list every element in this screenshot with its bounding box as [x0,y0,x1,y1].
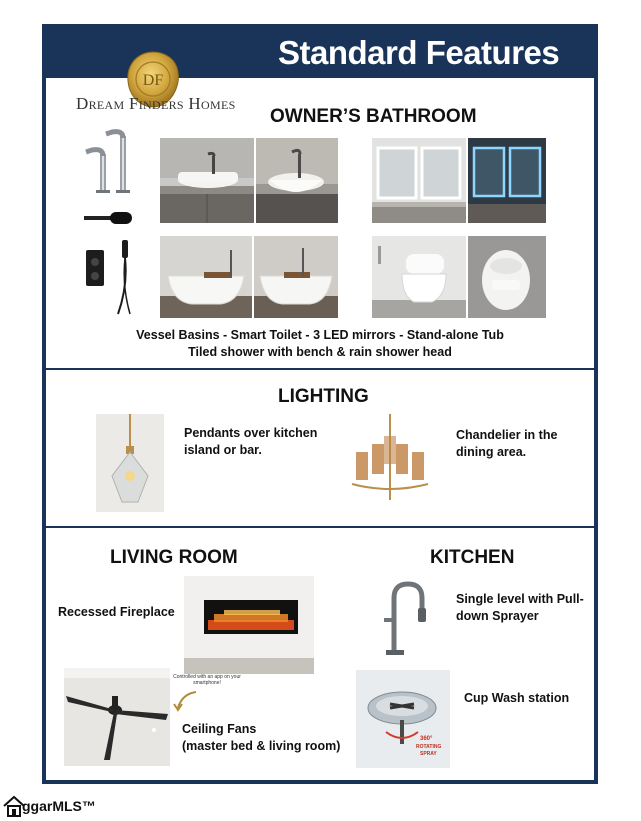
photo-standalone-tub-2 [254,236,338,318]
caption-chandelier: Chandelier in the dining area. [456,428,558,459]
photo-vessel-faucets [82,128,142,194]
caption-pendants: Pendants over kitchen island or bar. [184,426,318,457]
caption-pull-down-sprayer: Single level with Pull-down Sprayer [456,592,584,623]
photo-ceiling-fan [64,668,170,766]
caption-cup-wash-station: Cup Wash station [464,691,570,705]
caption-ceiling-fans-line2: (master bed & living room) [182,739,341,753]
photo-cup-wash-station [356,670,450,768]
svg-text:DF: DF [142,72,164,89]
photo-led-mirror-2 [468,138,546,223]
arrow-icon [172,690,200,712]
mls-watermark [2,793,96,819]
divider-lighting-rooms [46,526,594,528]
section-title-kitchen: KITCHEN [430,547,515,568]
page-title: Standard Features [278,34,560,71]
photo-pull-down-faucet [372,578,432,656]
brand-name: Dream Finders Homes [76,94,236,113]
watermark-text: ggarMLS™ [22,798,96,814]
caption-ceiling-fans-line1: Ceiling Fans [182,722,257,736]
section-title-lighting: LIGHTING [278,386,369,407]
photo-shower-valve [82,236,140,318]
flyer-frame [42,24,598,784]
app-note: Controlled with an app on your smartphone! [173,674,241,686]
bathroom-caption-line2: Tiled shower with bench & rain shower head [188,345,452,359]
svg-text:SPRAY: SPRAY [420,751,437,757]
photo-led-mirror-1 [372,138,466,223]
section-title-living-room: LIVING ROOM [110,547,238,568]
divider-bathroom-lighting [46,368,594,370]
photo-smart-toilet-1 [372,236,466,318]
photo-recessed-fireplace [184,576,314,674]
svg-text:ROTATING: ROTATING [416,744,442,750]
caption-recessed-fireplace: Recessed Fireplace [58,605,175,619]
section-title-owners-bathroom: OWNER’S BATHROOM [270,106,477,127]
bathroom-caption-line1: Vessel Basins - Smart Toilet - 3 LED mirrors - Stand-alone Tub [136,328,504,342]
photo-rain-shower-head [80,204,136,232]
photo-pendant-light [96,414,164,512]
photo-vessel-sink-2 [256,138,338,223]
photo-standalone-tub-1 [160,236,252,318]
svg-text:360°: 360° [420,736,433,742]
photo-vessel-sink-1 [160,138,254,223]
photo-smart-toilet-2 [468,236,546,318]
photo-chandelier [342,414,438,514]
